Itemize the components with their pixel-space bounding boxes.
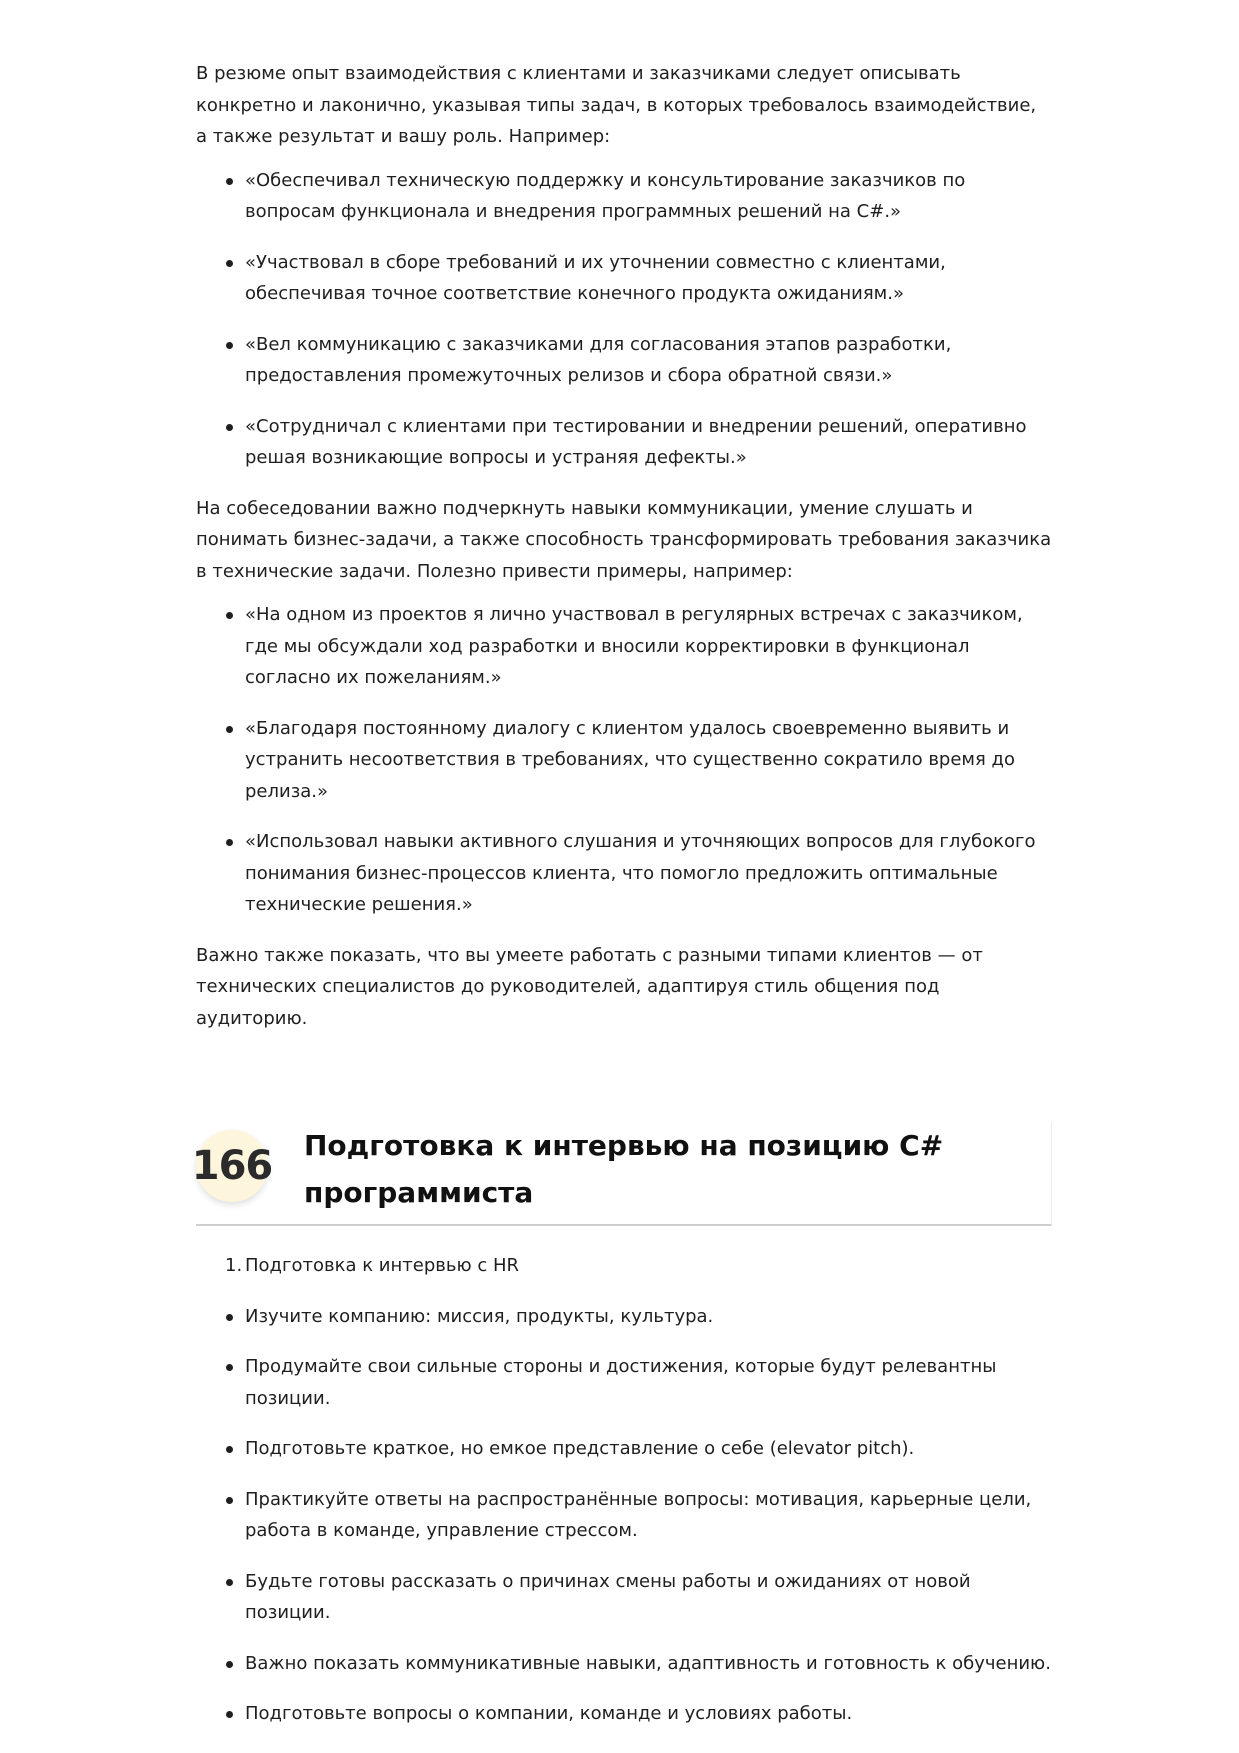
interview-examples-list <box>196 599 1052 921</box>
resume-examples-list <box>196 165 1052 474</box>
list-item: Подготовьте краткое, но емкое представление о себе (elevator pitch). <box>196 1433 1052 1465</box>
list-item: «На одном из проектов я лично участвовал в регулярных встречах с заказчиком, где мы обсуждали ход разработки и вносили корректировки в функционал согласно их пожеланиям.» <box>196 599 1052 694</box>
list-item: Подготовьте вопросы о компании, команде и условиях работы. <box>196 1698 1052 1730</box>
numbered-item <box>196 1250 1052 1282</box>
list-item: «Использовал навыки активного слушания и уточняющих вопросов для глубокого понимания бизнес-процессов клиента, что помогло предложить оптимальные технические решения.» <box>196 826 1052 921</box>
item-text: Подготовка к интервью с HR <box>245 1255 519 1276</box>
list-item: «Благодаря постоянному диалогу с клиентом удалось своевременно выявить и устранить несоответствия в требованиях, что существенно сократило время до релиза.» <box>196 713 1052 808</box>
item-number: 1. <box>225 1255 243 1276</box>
section-title: Подготовка к интервью на позицию C# программиста <box>304 1129 944 1209</box>
list-item: Изучите компанию: миссия, продукты, культура. <box>196 1301 1052 1333</box>
list-item: «Сотрудничал с клиентами при тестировании и внедрении решений, оперативно решая возникающие вопросы и устраняя дефекты.» <box>196 411 1052 474</box>
section-header <box>191 1122 1052 1226</box>
hr-prep-list <box>196 1301 1052 1730</box>
section-number-badge: 166 <box>196 1130 268 1202</box>
numbered-list <box>196 1250 1052 1282</box>
intro-paragraph: В резюме опыт взаимодействия с клиентами и заказчиками следует описывать конкретно и лаконично, указывая типы задач, в которых требовалось взаимодействие, а также результат и вашу роль. Например: <box>196 63 1037 147</box>
list-item: «Обеспечивал техническую поддержку и консультирование заказчиков по вопросам функционала и внедрения программных решений на C#.» <box>196 165 1052 228</box>
previous-section-body <box>196 58 1052 1034</box>
list-item: Будьте готовы рассказать о причинах смены работы и ожиданиях от новой позиции. <box>196 1566 1052 1629</box>
list-item: Важно показать коммуникативные навыки, адаптивность и готовность к обучению. <box>196 1648 1052 1680</box>
list-item: «Участвовал в сборе требований и их уточнении совместно с клиентами, обеспечивая точное соответствие конечного продукта ожиданиям.» <box>196 247 1052 310</box>
list-item: «Вел коммуникацию с заказчиками для согласования этапов разработки, предоставления промежуточных релизов и сбора обратной связи.» <box>196 329 1052 392</box>
interview-paragraph: На собеседовании важно подчеркнуть навыки коммуникации, умение слушать и понимать бизнес-задачи, а также способность трансформировать требования заказчика в технические задачи. Полезно привести примеры, например: <box>196 497 1052 582</box>
list-item: Практикуйте ответы на распространённые вопросы: мотивация, карьерные цели, работа в команде, управление стрессом. <box>196 1484 1052 1547</box>
section-166 <box>191 1122 1052 1749</box>
list-item: Продумайте свои сильные стороны и достижения, которые будут релевантны позиции. <box>196 1351 1052 1414</box>
closing-paragraph: Важно также показать, что вы умеете работать с разными типами клиентов — от технических специалистов до руководителей, адаптируя стиль общения под аудиторию. <box>196 944 983 1029</box>
